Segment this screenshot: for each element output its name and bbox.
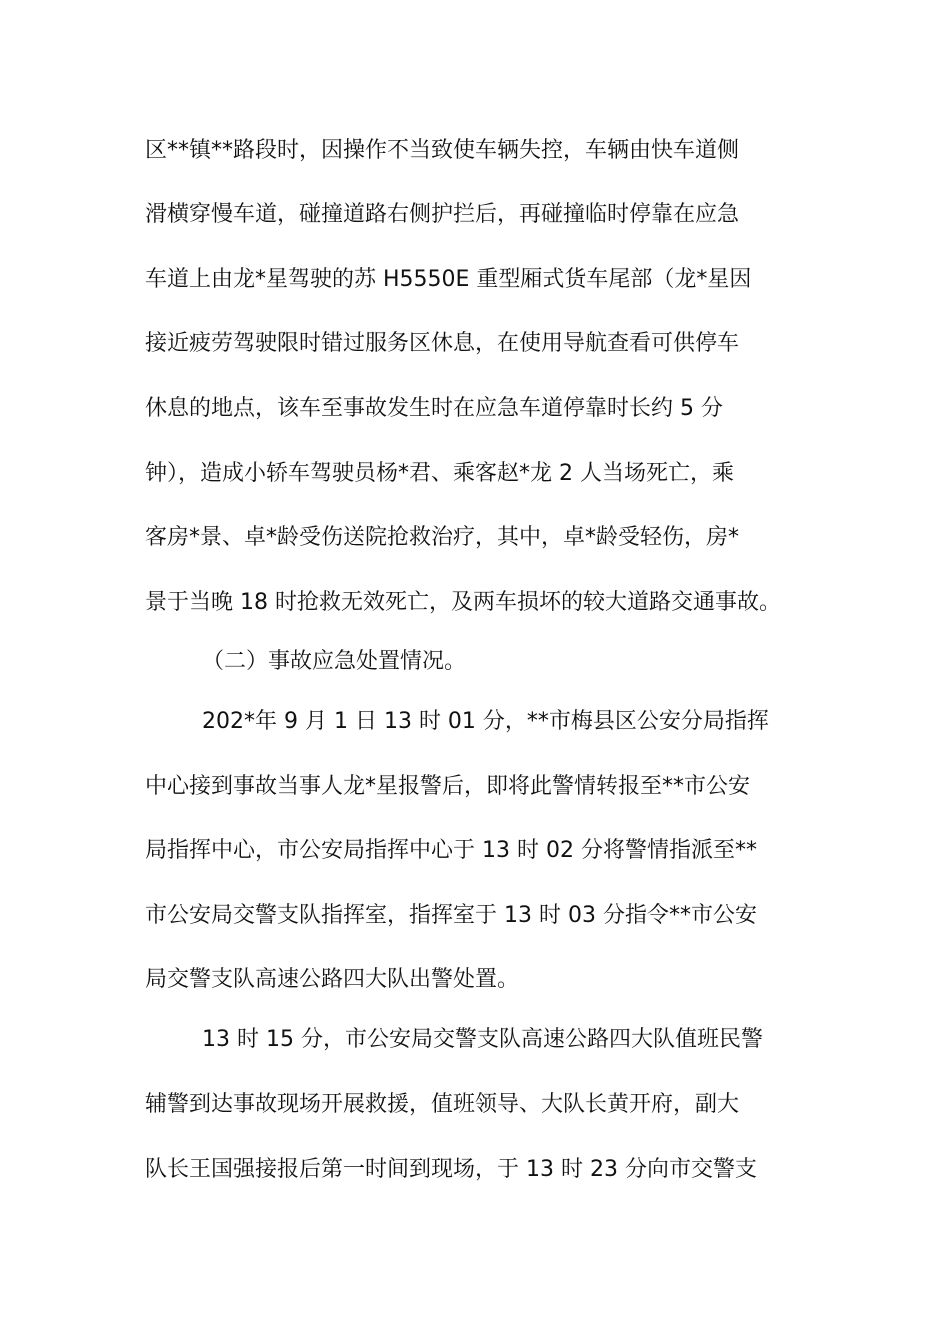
body-text-line: 区**镇**路段时，因操作不当致使车辆失控，车辆由快车道侧 bbox=[145, 138, 740, 163]
body-text-line: 辅警到达事故现场开展救援，值班领导、大队长黄开府，副大 bbox=[145, 1092, 740, 1117]
section-heading: （二）事故应急处置情况。 bbox=[202, 649, 467, 674]
body-text-line: 202*年 9 月 1 日 13 时 01 分，**市梅县区公安分局指挥 bbox=[202, 709, 769, 734]
body-text-line: 局交警支队高速公路四大队出警处置。 bbox=[145, 967, 520, 992]
body-text-line: 景于当晚 18 时抢救无效死亡，及两车损坏的较大道路交通事故。 bbox=[145, 590, 781, 615]
body-text-line: 13 时 15 分，市公安局交警支队高速公路四大队值班民警 bbox=[202, 1027, 763, 1052]
body-text-line: 市公安局交警支队指挥室，指挥室于 13 时 03 分指令**市公安 bbox=[145, 903, 757, 928]
body-text-line: 中心接到事故当事人龙*星报警后，即将此警情转报至**市公安 bbox=[145, 774, 751, 799]
body-text-line: 滑横穿慢车道，碰撞道路右侧护拦后，再碰撞临时停靠在应急 bbox=[145, 202, 740, 227]
body-text-line: 局指挥中心，市公安局指挥中心于 13 时 02 分将警情指派至** bbox=[145, 838, 757, 863]
body-text-line: 车道上由龙*星驾驶的苏 H5550E 重型厢式货车尾部（龙*星因 bbox=[145, 267, 752, 292]
body-text-line: 休息的地点，该车至事故发生时在应急车道停靠时长约 5 分 bbox=[145, 396, 723, 421]
body-text-line: 客房*景、卓*龄受伤送院抢救治疗，其中，卓*龄受轻伤，房* bbox=[145, 525, 740, 550]
body-text-line: 接近疲劳驾驶限时错过服务区休息，在使用导航查看可供停车 bbox=[145, 331, 740, 356]
body-text-line: 队长王国强接报后第一时间到现场，于 13 时 23 分向市交警支 bbox=[145, 1157, 757, 1182]
body-text-line: 钟），造成小轿车驾驶员杨*君、乘客赵*龙 2 人当场死亡，乘 bbox=[145, 461, 734, 486]
